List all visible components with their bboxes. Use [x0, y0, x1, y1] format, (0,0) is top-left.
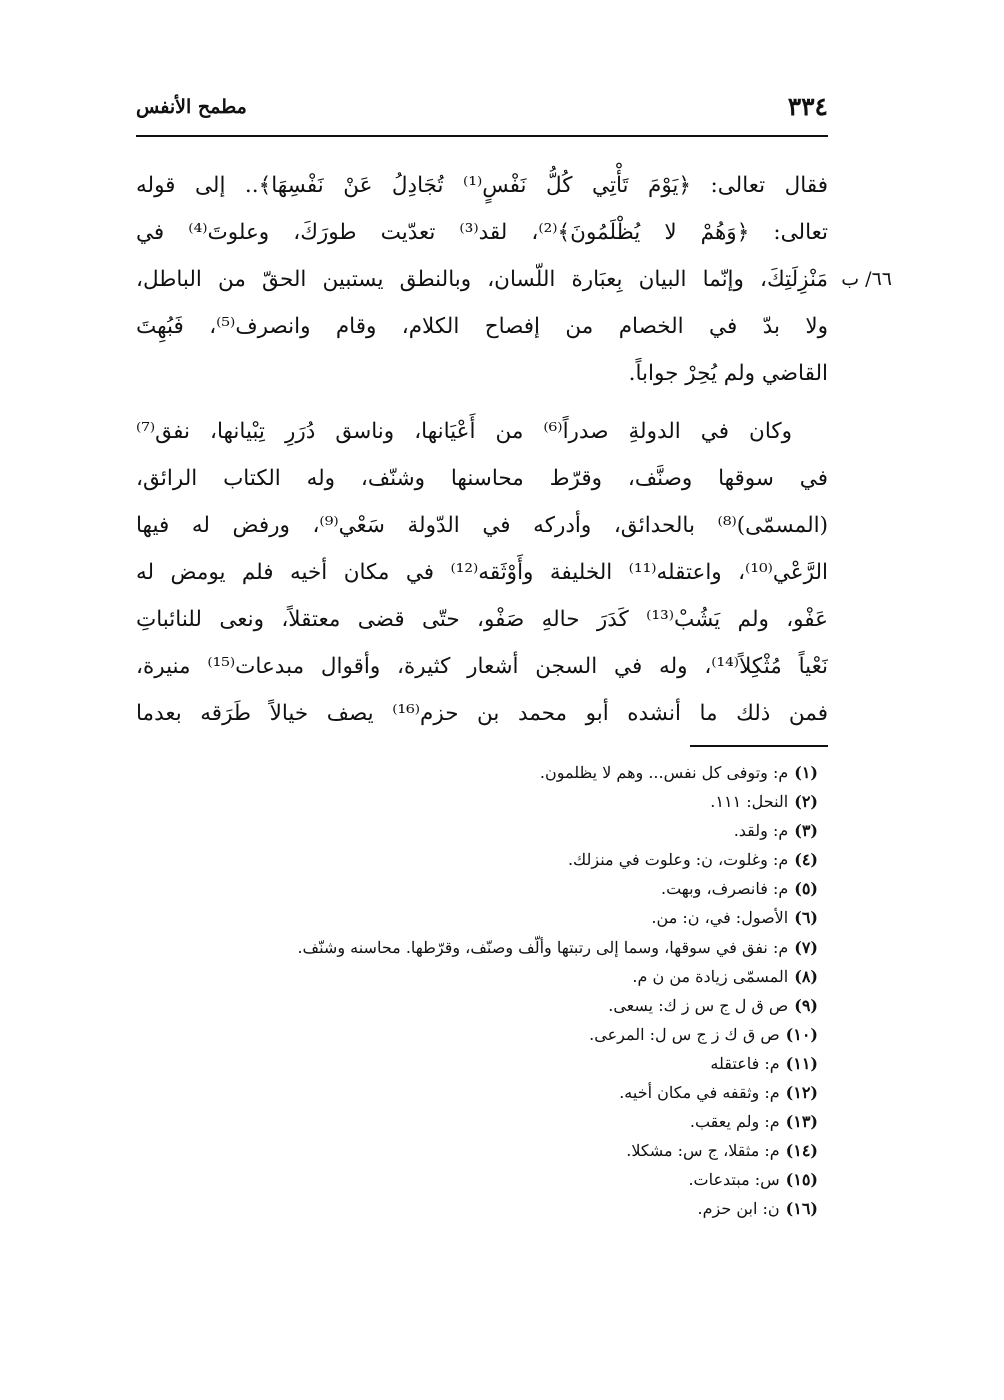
footnote-number: (١٦) [785, 1199, 818, 1219]
footnotes-list [40, 758, 818, 1224]
footnote-item [40, 787, 818, 816]
footnote-item [40, 1020, 818, 1049]
page-header [136, 92, 828, 132]
footnote-item [40, 845, 818, 874]
footnote-divider [690, 745, 828, 747]
footnote-number: (١١) [785, 1053, 818, 1073]
footnote-number: (١٢) [785, 1083, 818, 1103]
footnote-text: ص ق ك ز ج س ل: المرعى. [589, 1024, 780, 1044]
footnote-item [40, 1049, 818, 1078]
text-line: تعالى: ﴿وَهُمْ لا يُظْلَمُونَ﴾⁽²⁾، لقد⁽³⁾ تعدّيت طورَكَ، وعلوتَ⁽⁴⁾ في [136, 220, 828, 245]
footnote-number: (١) [794, 763, 818, 782]
footnote-text: م: فاعتقله [710, 1053, 780, 1073]
footnote-text: س: مبتدعات. [688, 1170, 780, 1190]
footnote-number: (٤) [794, 850, 818, 870]
running-title: مطمح الأنفس [136, 96, 247, 118]
footnote-number: (٥) [794, 879, 818, 899]
text-line: وكان في الدولةِ صدراً⁽⁶⁾ من أَعْيَانها، وناسق دُرَرِ تِبْيانها، نفق⁽⁷⁾ [136, 419, 793, 444]
body-paragraph-2 [136, 408, 828, 737]
footnote-item [40, 874, 818, 903]
text-line: ولا بدّ في الخصام من إفصاح الكلام، وقام وانصرف⁽⁵⁾، فَبُهِتَ [136, 314, 828, 339]
footnote-text: م: وثقفه في مكان أخيه. [619, 1083, 780, 1103]
footnote-text: م: وغلوت، ن: وعلوت في منزلك. [567, 850, 789, 870]
footnote-item [40, 1136, 818, 1165]
text-line: نَعْياً مُثْكِلاً⁽¹⁴⁾، وله في السجن أشعار كثيرة، وأقوال مبدعات⁽¹⁵⁾ منيرة، [136, 654, 828, 679]
footnote-number: (٨) [794, 966, 818, 986]
footnote-item [40, 962, 818, 991]
footnote-text: المسمّى زيادة من ن م. [632, 966, 789, 986]
footnote-number: (٦) [794, 908, 818, 928]
text-line: القاضي ولم يُحِرْ جواباً. [628, 361, 828, 386]
footnote-text: م: فانصرف، وبهت. [661, 879, 789, 899]
margin-folio-note: ٦٦/ ب [841, 268, 892, 290]
footnote-item [40, 1194, 818, 1223]
footnote-number: (١٠) [785, 1024, 818, 1044]
footnote-item [40, 758, 818, 787]
text-line: الرَّعْي⁽¹⁰⁾، واعتقله⁽¹¹⁾ الخليفة وأَوْثَقه⁽¹²⁾ في مكان أخيه فلم يومض له [136, 560, 828, 585]
footnote-text: م: ولقد. [733, 821, 789, 841]
footnote-item [40, 991, 818, 1020]
footnote-text: الأصول: في، ن: من. [651, 908, 789, 928]
footnote-item [40, 903, 818, 932]
footnote-item [40, 1165, 818, 1194]
body-paragraph-1 [136, 162, 828, 397]
text-line: فقال تعالى: ﴿يَوْمَ تَأْتِي كُلُّ نَفْسٍ⁽¹⁾ تُجَادِلُ عَنْ نَفْسِهَا﴾.. إلى قوله [136, 173, 828, 198]
text-line: فمن ذلك ما أنشده أبو محمد بن حزم⁽¹⁶⁾ يصف خيالاً طَرَقه بعدما [136, 701, 828, 726]
footnote-text: م: ولم يعقب. [689, 1112, 780, 1132]
footnote-number: (٩) [794, 995, 818, 1015]
footnote-text: م: نفق في سوقها، وسما إلى رتبتها وألّف وصنّف، وقرّطها. محاسنه وشنّف. [297, 937, 789, 957]
footnote-text: ن: ابن حزم. [697, 1199, 780, 1219]
text-line: مَنْزِلَتِكَ، وإنّما البيان بِعبَارة اللّسان، وبالنطق يستبين الحقّ من الباطل، [136, 267, 828, 292]
text-line: في سوقها وصنَّف، وقرّط محاسنها وشنّف، وله الكتاب الرائق، [136, 466, 828, 491]
footnote-text: ص ق ل ج س ز ك: يسعى. [608, 995, 789, 1015]
footnote-item [40, 1078, 818, 1107]
footnote-text: م: وتوفى كل نفس... وهم لا يظلمون. [539, 763, 789, 782]
page-number: ٣٣٤ [787, 92, 828, 121]
footnote-number: (٣) [794, 821, 818, 841]
footnote-number: (١٤) [785, 1141, 818, 1161]
header-divider [136, 135, 828, 137]
text-line: (المسمّى)⁽⁸⁾ بالحدائق، وأدركه في الدّولة سَعْي⁽⁹⁾، ورفض له فيها [136, 513, 828, 538]
footnote-item [40, 933, 818, 962]
footnote-text: م: مثقلا، ج س: مشكلا. [626, 1141, 780, 1161]
footnote-text: النحل: ١١١. [710, 792, 789, 812]
text-line: عَفْو، ولم يَشُبْ⁽¹³⁾ كَدَرَ حالهِ صَفْو، حتّى قضى معتقلاً، ونعى للنائباتِ [136, 607, 828, 632]
footnote-item [40, 1107, 818, 1136]
footnote-number: (١٥) [785, 1170, 818, 1190]
footnote-number: (١٣) [785, 1112, 818, 1132]
footnote-number: (٢) [794, 792, 818, 812]
footnote-number: (٧) [794, 937, 818, 957]
footnote-item [40, 816, 818, 845]
